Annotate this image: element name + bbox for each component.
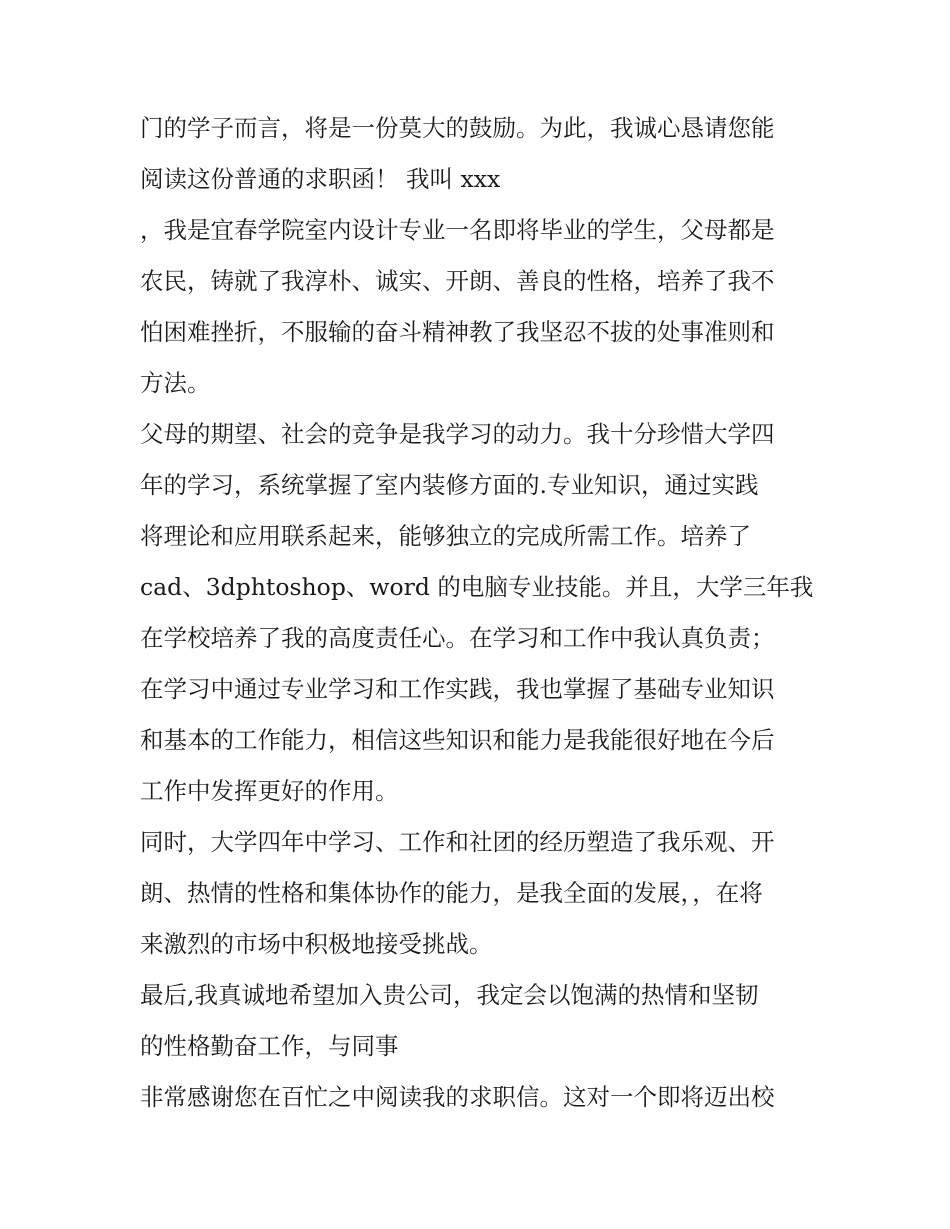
text-line: cad、3dphtoshop、word 的电脑专业技能。并且，大学三年我 [140,573,814,601]
text-line: ，我是宜春学院室内设计专业一名即将毕业的学生，父母都是 [140,216,775,244]
text-line: 怕困难挫折，不服输的奋斗精神教了我坚忍不拔的处事准则和 [140,318,775,346]
text-line: 工作中发挥更好的作用。 [140,777,399,805]
text-line: 门的学子而言，将是一份莫大的鼓励。为此，我诚心恳请您能 [140,114,775,142]
text-line: 最后,我真诚地希望加入贵公司，我定会以饱满的热情和坚韧 [140,981,759,1009]
text-line: 将理论和应用联系起来，能够独立的完成所需工作。培养了 [140,522,751,550]
text-line: 方法。 [140,369,211,397]
text-line: 非常感谢您在百忙之中阅读我的求职信。这对一个即将迈出校 [140,1083,775,1111]
text-line: 年的学习，系统掌握了室内装修方面的.专业知识，通过实践 [140,471,759,499]
text-line: 来激烈的市场中积极地接受挑战。 [140,930,493,958]
text-line: 和基本的工作能力，相信这些知识和能力是我能很好地在今后 [140,726,775,754]
text-line: 的性格勤奋工作，与同事 [140,1032,399,1060]
text-line: 农民，铸就了我淳朴、诚实、开朗、善良的性格，培养了我不 [140,267,775,295]
text-line: 同时，大学四年中学习、工作和社团的经历塑造了我乐观、开 [140,828,775,856]
text-line: 朗、热情的性格和集体协作的能力，是我全面的发展，，在将 [140,879,763,907]
text-line: 在学校培养了我的高度责任心。在学习和工作中我认真负责； [140,624,775,652]
text-line: 父母的期望、社会的竞争是我学习的动力。我十分珍惜大学四 [140,420,775,448]
text-line: 阅读这份普通的求职函！ 我叫 xxx [140,165,501,193]
text-line: 在学习中通过专业学习和工作实践，我也掌握了基础专业知识 [140,675,775,703]
